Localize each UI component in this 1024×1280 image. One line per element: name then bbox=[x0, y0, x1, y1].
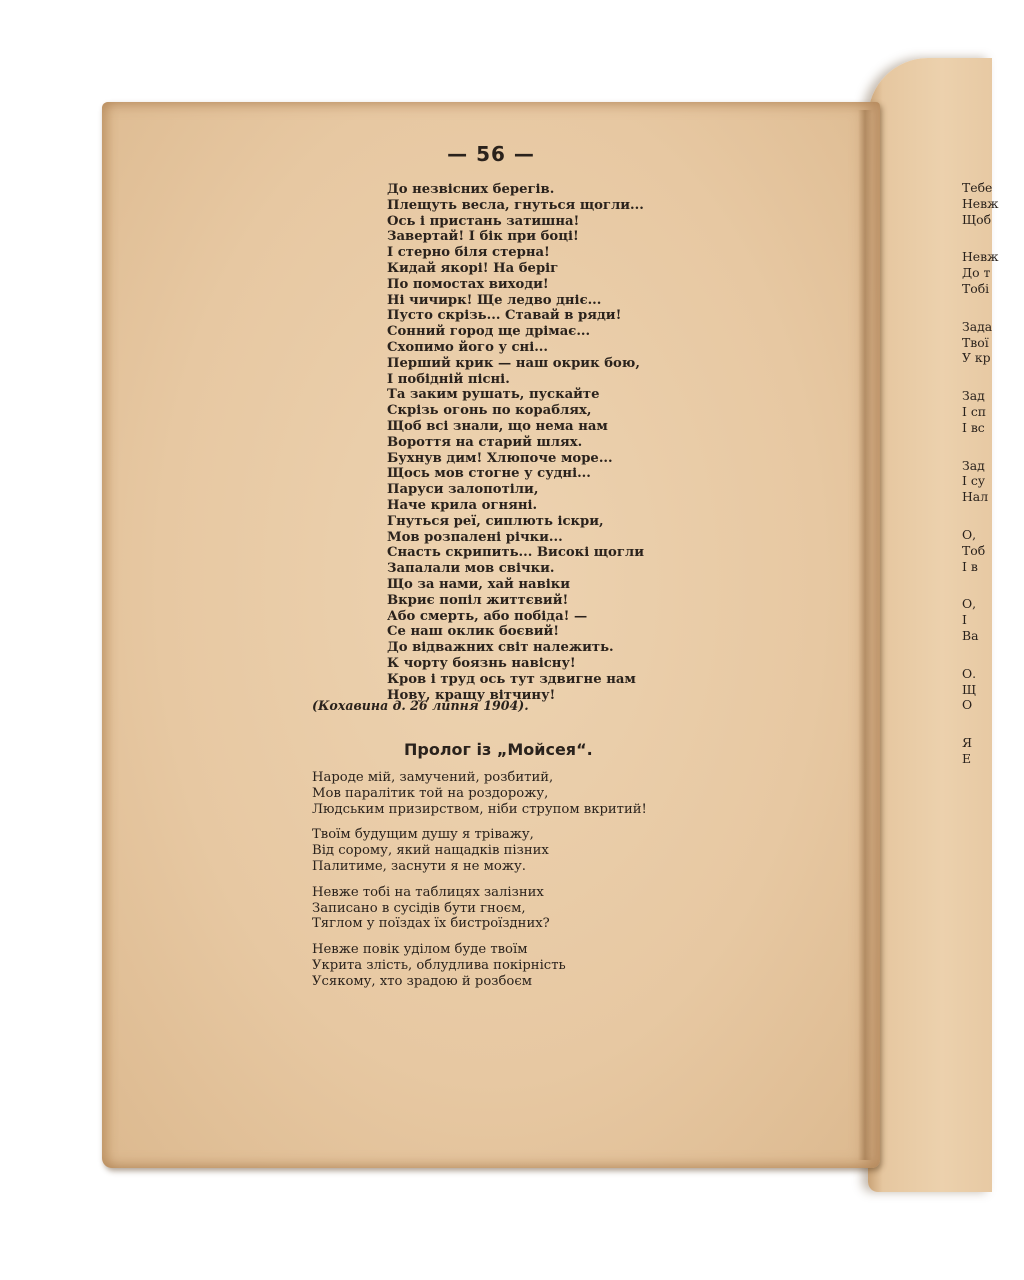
stanza bbox=[312, 770, 752, 817]
fragment-line: І сп bbox=[962, 403, 987, 419]
poem-line: Перший крик — наш окрик бою, bbox=[387, 355, 640, 371]
poem-line: Від сорому, який нащадків пізних bbox=[312, 843, 549, 859]
poem-line: Палитиме, заснути я не можу. bbox=[312, 858, 526, 874]
fragment-line: І вс bbox=[962, 419, 985, 435]
poem-line: До незвісних берегів. bbox=[387, 182, 555, 197]
fragment-group bbox=[962, 527, 1002, 574]
poem-line: Твоїм будущим душу я тріважу, bbox=[312, 827, 534, 843]
poem-line: Нову, кращу вітчину! bbox=[387, 687, 556, 703]
fragment-group bbox=[962, 735, 1002, 782]
poem-line: Схопимо його у сні... bbox=[387, 339, 548, 355]
poem-stanza bbox=[387, 182, 687, 703]
fragment-line: Зад bbox=[962, 388, 985, 404]
poem-line: Невже повік уділом буде твоїм bbox=[312, 942, 528, 958]
fragment-group bbox=[962, 596, 1002, 643]
poem-line: Скрізь огонь по кораблях, bbox=[387, 403, 592, 419]
poem-line: По помостах виходи! bbox=[387, 276, 549, 292]
poem-line: Щоб всі знали, що нема нам bbox=[387, 418, 608, 434]
poem-line: Снасть скрипить... Високі щогли bbox=[387, 545, 645, 561]
fragment-line: О, bbox=[962, 526, 977, 542]
fragment-line: У кр bbox=[962, 350, 991, 366]
fragment-group bbox=[962, 458, 1002, 505]
fragment-line: Ва bbox=[962, 627, 979, 643]
poem-line: Пусто скрізь... Ставай в ряди! bbox=[387, 308, 622, 324]
fragment-line: До т bbox=[962, 265, 991, 281]
right-page bbox=[868, 58, 999, 1192]
fragment-line: Е bbox=[962, 750, 972, 766]
section-title: Пролог із „Мойсея“. bbox=[404, 740, 593, 759]
poem-line: Запалали мов свічки. bbox=[387, 561, 555, 577]
poem-line: Записано в сусідів бути гноєм, bbox=[312, 900, 526, 916]
poem-line: Кидай якорі! На беріг bbox=[387, 260, 559, 276]
fragment-line: Зад bbox=[962, 457, 985, 473]
fragment-line: Невж bbox=[962, 249, 999, 265]
poem-line: Або смерть, або побіда! — bbox=[387, 608, 588, 624]
right-page-text bbox=[962, 180, 1002, 805]
fragment-line: І в bbox=[962, 558, 978, 574]
poem-line: Мов розпалені річки... bbox=[387, 529, 563, 545]
fragment-line: О, bbox=[962, 596, 977, 612]
page-number: — 56 — bbox=[447, 142, 535, 166]
book-gutter bbox=[858, 110, 872, 1160]
poem-line: Людським призирством, ніби струпом вкритий! bbox=[312, 801, 647, 817]
poem-line: До відважних світ належить. bbox=[387, 640, 614, 656]
fragment-line: І bbox=[962, 612, 967, 628]
fragment-line: Нал bbox=[962, 489, 989, 505]
fragment-line: О bbox=[962, 697, 973, 713]
poem-line: Народе мій, замучений, розбитий, bbox=[312, 770, 554, 785]
poem-line: Вороття на старий шлях. bbox=[387, 434, 583, 450]
fragment-line: Щоб bbox=[962, 211, 992, 227]
poem-line: Кров і труд ось тут здвигне нам bbox=[387, 671, 636, 687]
poem-line: К чорту боязнь навісну! bbox=[387, 655, 576, 671]
poem-line: І стерно біля стерна! bbox=[387, 245, 550, 261]
fragment-line bbox=[962, 767, 1002, 783]
fragment-group bbox=[962, 319, 1002, 366]
fragment-group bbox=[962, 180, 1002, 227]
poem-line: Укрита злість, облудлива покірність bbox=[312, 957, 566, 973]
left-page bbox=[102, 102, 880, 1168]
poem-line: Сонний город ще дрімає... bbox=[387, 324, 591, 340]
fragment-line: Я bbox=[962, 735, 973, 751]
fragment-line: Тобі bbox=[962, 280, 990, 296]
stanza bbox=[312, 942, 752, 989]
dateline: (Кохавина д. 26 липня 1904). bbox=[312, 698, 529, 713]
poem-line: Гнуться реї, сиплють іскри, bbox=[387, 513, 604, 529]
poem-line: Плещуть весла, гнуться щогли... bbox=[387, 197, 644, 213]
poem-line: Се наш оклик боєвий! bbox=[387, 624, 560, 640]
fragment-line: І су bbox=[962, 473, 986, 489]
poem-line: Мов паралітик той на роздорожу, bbox=[312, 785, 549, 801]
poem-line: Невже тобі на таблицях залізних bbox=[312, 884, 544, 900]
fragment-line: Тебе bbox=[962, 180, 993, 195]
poem-line: Та заким рушать, пускайте bbox=[387, 387, 600, 403]
poem-line: Бухнув дим! Хлюпоче море... bbox=[387, 450, 613, 466]
fragment-line: О. bbox=[962, 665, 977, 681]
fragment-group bbox=[962, 249, 1002, 296]
poem-line: Усякому, хто зрадою й розбоєм bbox=[312, 973, 532, 989]
poem-line: Що за нами, хай навіки bbox=[387, 576, 571, 592]
poem-line: Завертай! І бік при боці! bbox=[387, 229, 579, 245]
poem-line: Ні чичирк! Ще ледво дніє... bbox=[387, 292, 602, 308]
prolog-poem bbox=[312, 770, 752, 1000]
poem-line: Ось і пристань затишна! bbox=[387, 213, 580, 229]
poem-line: І побідній пісні. bbox=[387, 371, 510, 387]
fragment-line: Невж bbox=[962, 195, 999, 211]
fragment-group bbox=[962, 666, 1002, 713]
poem-line: Щось мов стогне у судні... bbox=[387, 466, 591, 482]
fragment-line: Тоб bbox=[962, 542, 986, 558]
poem-line: Паруси залопотіли, bbox=[387, 482, 539, 498]
poem-line: Наче крила огняні. bbox=[387, 497, 538, 513]
poem-line: Тяглом у поїздах їх бистроїздних? bbox=[312, 916, 550, 932]
fragment-line: Щ bbox=[962, 681, 977, 697]
poem-line: Вкриє попіл життєвий! bbox=[387, 592, 569, 608]
stanza bbox=[312, 827, 752, 874]
fragment-group bbox=[962, 388, 1002, 435]
stanza bbox=[312, 885, 752, 932]
fragment-line: Зада bbox=[962, 318, 993, 334]
fragment-line: Твої bbox=[962, 334, 989, 350]
